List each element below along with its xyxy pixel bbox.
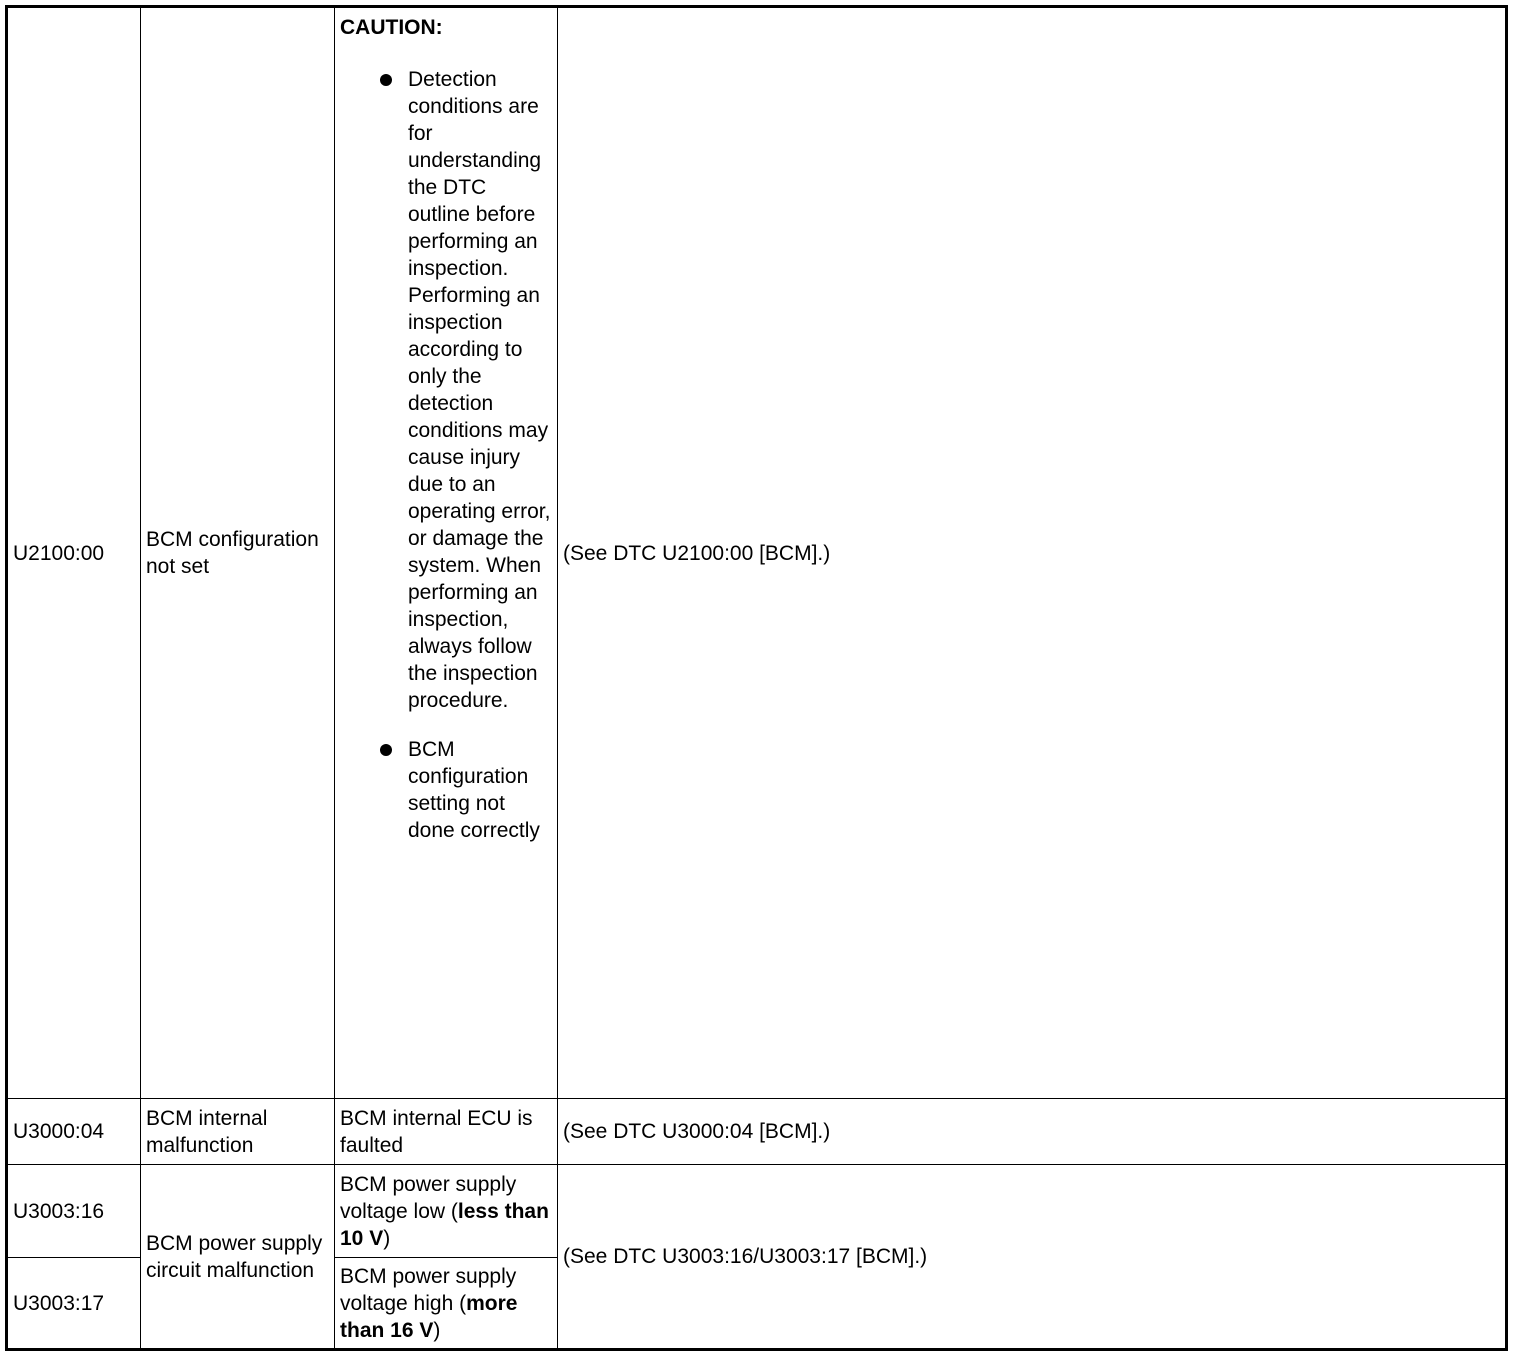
dtc-code: U3003:16 (7, 1165, 141, 1258)
reference-link[interactable]: (See DTC U3003:16/U3003:17 [BCM].) (558, 1165, 1507, 1350)
dtc-code: U3003:17 (7, 1258, 141, 1350)
condition-threshold: less than 10 V (340, 1199, 549, 1250)
dtc-table (5, 5, 1508, 1351)
condition-threshold: more than 16 V (340, 1291, 518, 1342)
dtc-description: BCM internal malfunction (141, 1099, 335, 1165)
detection-condition: BCM internal ECU is faulted (335, 1099, 558, 1165)
caution-title: CAUTION: (340, 16, 443, 39)
reference-link[interactable]: (See DTC U3000:04 [BCM].) (558, 1099, 1507, 1165)
dtc-description: BCM power supply circuit malfunction (141, 1165, 335, 1350)
reference-link[interactable]: (See DTC U2100:00 [BCM].) (558, 7, 1507, 1099)
condition-text: ) (433, 1318, 441, 1342)
caution-item (408, 66, 552, 714)
caution-list (340, 66, 552, 844)
caution-item (408, 736, 552, 844)
table-row (7, 1165, 1507, 1258)
caution-item-text: Detection conditions are for understanding the DTC outline before performing an inspection. Performing an inspection according to only the detection conditions may cause injury due to an operating error, or damage the system. When performing an inspection, always follow the inspection procedure. (408, 68, 551, 712)
dtc-description: BCM configuration not set (141, 7, 335, 1099)
table-row (7, 7, 1507, 1099)
dtc-code: U3000:04 (7, 1099, 141, 1165)
condition-text: BCM power supply voltage low ( (340, 1172, 517, 1223)
bullet-icon (380, 744, 392, 756)
caution-block (335, 7, 558, 1099)
table-row (7, 1099, 1507, 1165)
detection-condition (335, 1165, 558, 1258)
detection-condition (335, 1258, 558, 1350)
bullet-icon (380, 74, 392, 86)
dtc-code: U2100:00 (7, 7, 141, 1099)
condition-text: ) (383, 1226, 391, 1250)
condition-text: BCM power supply voltage high ( (340, 1264, 517, 1315)
caution-item-text: BCM configuration setting not done correctly (408, 738, 540, 842)
